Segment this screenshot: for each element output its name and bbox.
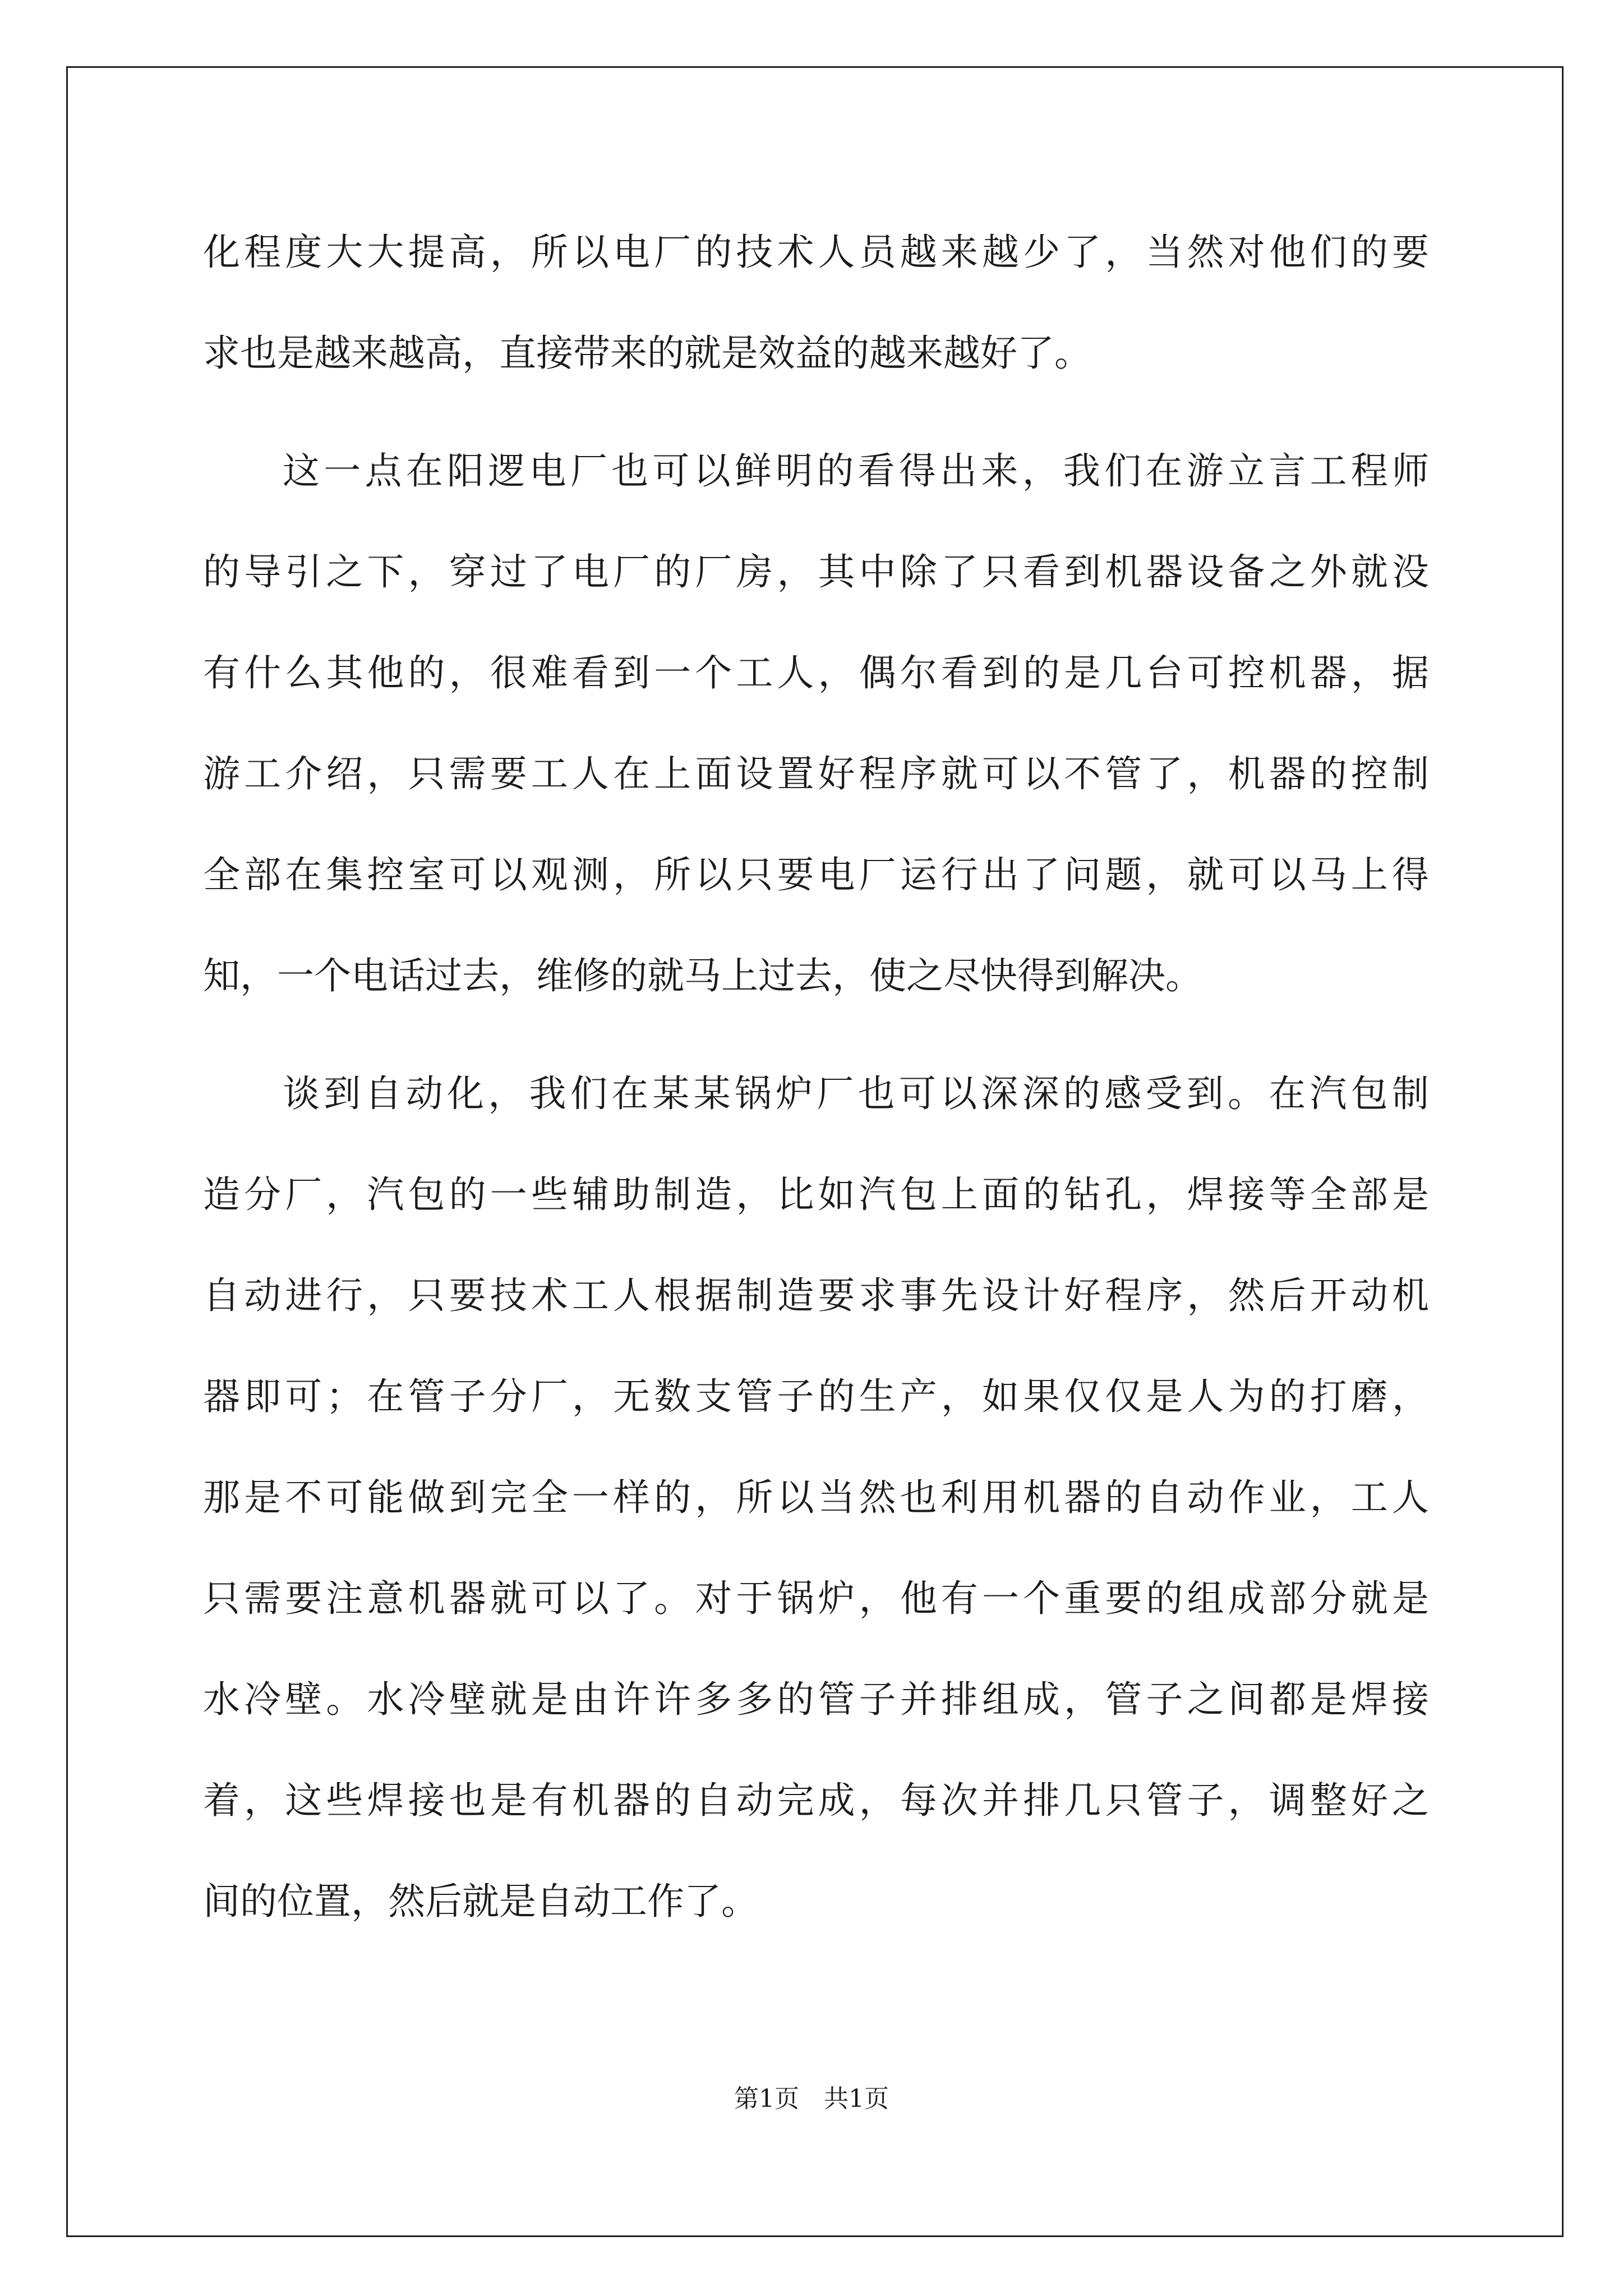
text-line: 自动进行，只要技术工人根据制造要求事先设计好程序，然后开动机 [203, 1274, 1429, 1317]
text-line: 那是不可能做到完全一样的，所以当然也利用机器的自动作业，工人 [203, 1476, 1429, 1519]
text-line: 器即可；在管子分厂，无数支管子的生产，如果仅仅是人为的打磨， [203, 1375, 1429, 1418]
paragraph-first-line: 谈到自动化，我们在某某锅炉厂也可以深深的感受到。在汽包制 [283, 1072, 1429, 1115]
page-total: 共1页 [824, 2085, 889, 2113]
text-line: 间的位置，然后就是自动工作了。 [203, 1880, 758, 1923]
page-footer [0, 2079, 1623, 2119]
text-line: 有什么其他的，很难看到一个工人，偶尔看到的是几台可控机器，据 [203, 651, 1429, 694]
text-line: 求也是越来越高，直接带来的就是效益的越来越好了。 [203, 332, 1091, 375]
text-line: 造分厂，汽包的一些辅助制造，比如汽包上面的钻孔，焊接等全部是 [203, 1173, 1429, 1216]
text-line: 游工介绍，只需要工人在上面设置好程序就可以不管了，机器的控制 [203, 752, 1429, 795]
page-number: 第1页 [734, 2085, 799, 2113]
text-line: 水冷壁。水冷壁就是由许许多多的管子并排组成，管子之间都是焊接 [203, 1678, 1429, 1721]
text-line: 化程度大大提高，所以电厂的技术人员越来越少了，当然对他们的要 [203, 231, 1429, 274]
text-line: 知，一个电话过去，维修的就马上过去，使之尽快得到解决。 [203, 954, 1202, 997]
text-line: 着，这些焊接也是有机器的自动完成，每次并排几只管子，调整好之 [203, 1779, 1429, 1822]
paragraph-first-line: 这一点在阳逻电厂也可以鲜明的看得出来，我们在游立言工程师 [283, 449, 1429, 493]
text-line: 的导引之下，穿过了电厂的厂房，其中除了只看到机器设备之外就没 [203, 550, 1429, 593]
text-line: 全部在集控室可以观测，所以只要电厂运行出了问题，就可以马上得 [203, 853, 1429, 896]
text-line: 只需要注意机器就可以了。对于锅炉，他有一个重要的组成部分就是 [203, 1577, 1429, 1620]
